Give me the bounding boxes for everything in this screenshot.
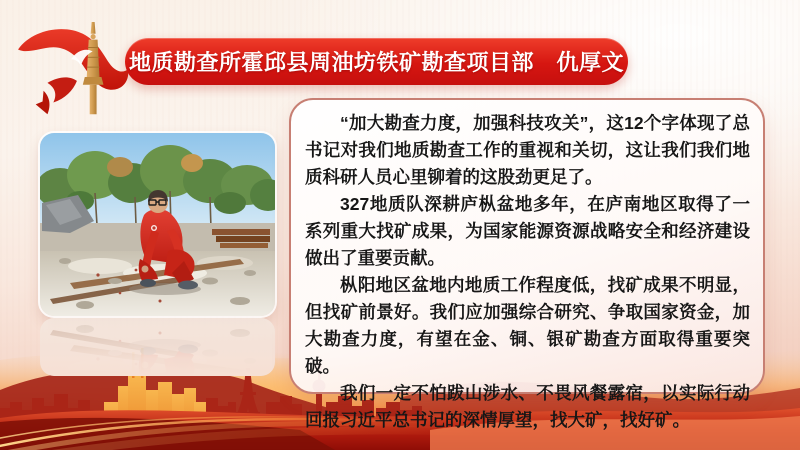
paragraph-quote: “加大勘查力度，加强科技攻关”，这12个字体现了总书记对我们地质勘查工作的重视和关切，这让我们我们地质科研人员心里铆着的这股劲更足了。	[305, 113, 750, 187]
title-banner	[125, 38, 628, 85]
reflection-fade	[40, 318, 275, 376]
paragraph-commitment: 我们一定不怕跋山涉水、不畏风餐露宿，以实际行动回报习近平总书记的深情厚望，找大矿，找好矿。	[305, 383, 750, 430]
paragraph-prospects: 枞阳地区盆地内地质工作程度低，找矿成果不明显，但找矿前景好。我们应加强综合研究、争取国家资金，加大勘查力度，有望在金、铜、银矿勘查方面取得重要突破。	[305, 275, 750, 376]
field-photo	[40, 133, 275, 316]
photo-reflection	[40, 318, 275, 376]
paragraph-achievements: 327地质队深耕庐枞盆地多年，在庐南地区取得了一系列重大找矿成果，为国家能源资源战略安全和经济建设做出了重要贡献。	[305, 194, 750, 268]
page-title: 地质勘查所霍邱县周油坊铁矿勘查项目部 仇厚文	[128, 50, 624, 75]
red-flag-emblem-icon	[14, 20, 132, 128]
content-card	[289, 98, 765, 430]
